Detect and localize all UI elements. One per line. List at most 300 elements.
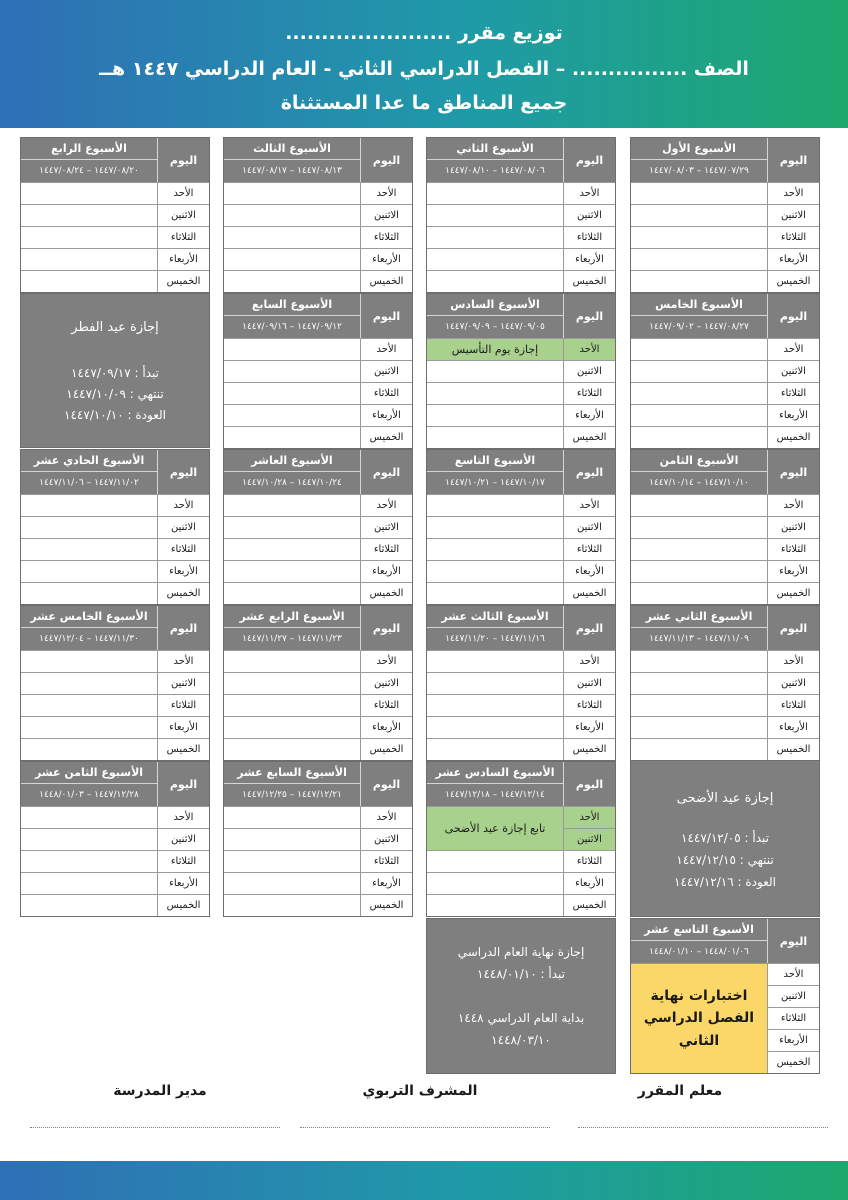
day-row	[21, 226, 209, 248]
lesson-cell[interactable]	[224, 271, 360, 292]
day-row	[427, 716, 615, 738]
lesson-cell[interactable]	[427, 583, 563, 604]
day-column-header: اليوم	[157, 450, 209, 494]
lesson-cell[interactable]	[21, 895, 157, 916]
week-title: الأسبوع الرابع	[21, 138, 157, 160]
day-label: الأربعاء	[563, 405, 615, 426]
lesson-cell[interactable]	[21, 539, 157, 560]
day-label: الاثنين	[767, 673, 819, 694]
day-column-header: اليوم	[767, 606, 819, 650]
day-label: الأحد	[563, 183, 615, 204]
lesson-cell[interactable]	[631, 539, 767, 560]
eid-fitr-start: تبدأ : ١٤٤٧/٠٩/١٧	[71, 366, 159, 380]
day-label: الثلاثاء	[360, 851, 412, 872]
week-header	[224, 606, 412, 650]
day-label: الأربعاء	[360, 561, 412, 582]
day-label: الخميس	[767, 583, 819, 604]
lesson-cell[interactable]	[631, 339, 767, 360]
day-label: الثلاثاء	[563, 227, 615, 248]
lesson-cell[interactable]	[224, 807, 360, 828]
day-row	[427, 560, 615, 582]
day-label: الثلاثاء	[360, 227, 412, 248]
day-row	[427, 582, 615, 604]
lesson-cell[interactable]	[224, 895, 360, 916]
lesson-cell[interactable]	[427, 183, 563, 204]
week-title: الأسبوع الثاني عشر	[631, 606, 767, 628]
day-row	[631, 716, 819, 738]
day-label: الأربعاء	[360, 873, 412, 894]
day-label: الاثنين	[360, 829, 412, 850]
week-block-w12	[630, 605, 820, 761]
day-label: الأربعاء	[767, 405, 819, 426]
day-row	[631, 672, 819, 694]
day-label: الخميس	[157, 895, 209, 916]
day-label: الاثنين	[360, 205, 412, 226]
day-label: الثلاثاء	[157, 227, 209, 248]
lesson-cell[interactable]	[631, 249, 767, 270]
day-row	[631, 538, 819, 560]
lesson-cell[interactable]	[631, 561, 767, 582]
lesson-cell[interactable]	[224, 851, 360, 872]
day-row	[224, 828, 412, 850]
day-label: الأحد	[360, 651, 412, 672]
week-title: الأسبوع التاسع	[427, 450, 563, 472]
lesson-cell[interactable]	[427, 895, 563, 916]
day-label: الأحد	[157, 183, 209, 204]
day-column-header: اليوم	[360, 138, 412, 182]
day-label: الاثنين	[563, 517, 615, 538]
day-label: الخميس	[157, 583, 209, 604]
week-title: الأسبوع الثاني	[427, 138, 563, 160]
lesson-cell[interactable]	[631, 673, 767, 694]
day-column-header: اليوم	[563, 606, 615, 650]
supervisor-signature-line[interactable]	[300, 1127, 550, 1128]
day-label: الأحد	[360, 495, 412, 516]
lesson-cell[interactable]	[21, 205, 157, 226]
lesson-cell[interactable]	[224, 495, 360, 516]
lesson-cell[interactable]	[427, 405, 563, 426]
day-label: الاثنين	[157, 829, 209, 850]
lesson-cell[interactable]	[224, 205, 360, 226]
week-title: الأسبوع السادس عشر	[427, 762, 563, 784]
week-dates: ١٤٤٧/٠٩/١٢ – ١٤٤٧/٠٩/١٦	[242, 322, 342, 332]
week-block-w4	[20, 137, 210, 293]
eid-adha-box	[630, 760, 820, 917]
lesson-cell[interactable]	[631, 583, 767, 604]
week-header	[21, 450, 209, 494]
day-row	[631, 404, 819, 426]
day-label: الثلاثاء	[157, 539, 209, 560]
day-row	[631, 338, 819, 360]
eid-adha-end: تنتهي : ١٤٤٧/١٢/١٥	[676, 853, 774, 867]
final-exams-note: اختبارات نهاية الفصل الدراسي الثاني	[631, 964, 767, 1073]
day-label: الاثنين	[767, 205, 819, 226]
lesson-cell[interactable]	[21, 183, 157, 204]
week-block-w15	[20, 605, 210, 761]
lesson-cell[interactable]	[631, 495, 767, 516]
lesson-cell[interactable]	[427, 539, 563, 560]
lesson-cell[interactable]	[224, 673, 360, 694]
week-block-w11	[20, 449, 210, 605]
day-row	[224, 226, 412, 248]
week-block-w14	[223, 605, 413, 761]
day-row	[224, 538, 412, 560]
principal-signature-line[interactable]	[30, 1127, 280, 1128]
week-title: الأسبوع الثامن عشر	[21, 762, 157, 784]
lesson-cell[interactable]	[224, 339, 360, 360]
day-row	[21, 806, 209, 828]
day-row	[224, 582, 412, 604]
lesson-cell[interactable]	[21, 695, 157, 716]
day-label: الأحد	[563, 495, 615, 516]
lesson-cell[interactable]	[427, 383, 563, 404]
lesson-cell[interactable]	[427, 427, 563, 448]
eid-fitr-return: العودة : ١٤٤٧/١٠/١٠	[64, 408, 166, 422]
day-label: الخميس	[767, 271, 819, 292]
lesson-cell[interactable]	[631, 717, 767, 738]
day-label: الأحد	[563, 651, 615, 672]
week-title: الأسبوع الرابع عشر	[224, 606, 360, 628]
week-dates: ١٤٤٧/١٠/١٧ – ١٤٤٧/١٠/٢١	[445, 478, 545, 488]
day-row	[224, 672, 412, 694]
lesson-cell[interactable]	[427, 361, 563, 382]
week-block-w3	[223, 137, 413, 293]
week-title: الأسبوع السادس	[427, 294, 563, 316]
day-row	[224, 516, 412, 538]
week-header	[427, 762, 615, 806]
lesson-cell[interactable]	[21, 739, 157, 760]
lesson-cell[interactable]	[631, 739, 767, 760]
day-label: الأربعاء	[563, 717, 615, 738]
lesson-cell[interactable]	[631, 651, 767, 672]
day-row	[427, 226, 615, 248]
day-row	[21, 516, 209, 538]
week-header	[631, 138, 819, 182]
day-label: الأحد	[360, 807, 412, 828]
week-dates: ١٤٤٧/٠٨/١٣ – ١٤٤٧/٠٨/١٧	[242, 166, 342, 176]
day-label: الخميس	[563, 427, 615, 448]
day-row	[21, 204, 209, 226]
lesson-cell[interactable]	[21, 561, 157, 582]
lesson-cell[interactable]	[21, 717, 157, 738]
day-label: الاثنين	[157, 517, 209, 538]
day-column-header: اليوم	[157, 138, 209, 182]
day-label: الخميس	[767, 739, 819, 760]
header-subtitle: الصف ................ – الفصل الدراسي الثاني - العام الدراسي ١٤٤٧ هــ	[99, 58, 749, 80]
day-label: الخميس	[767, 1052, 819, 1073]
day-label: الثلاثاء	[563, 383, 615, 404]
day-row	[427, 694, 615, 716]
lesson-cell[interactable]	[427, 561, 563, 582]
day-label: الأحد	[360, 183, 412, 204]
lesson-cell[interactable]	[427, 873, 563, 894]
day-row	[224, 806, 412, 828]
lesson-cell[interactable]	[21, 517, 157, 538]
day-row	[224, 360, 412, 382]
week-header	[427, 606, 615, 650]
day-row	[427, 738, 615, 760]
teacher-signature-line[interactable]	[578, 1127, 828, 1128]
day-label: الأحد	[563, 339, 615, 360]
day-row	[427, 182, 615, 204]
lesson-cell[interactable]	[21, 495, 157, 516]
week-dates: ١٤٤٧/٠٨/٢٠ – ١٤٤٧/٠٨/٢٤	[39, 166, 139, 176]
day-column-header: اليوم	[360, 606, 412, 650]
lesson-cell[interactable]	[224, 583, 360, 604]
lesson-cell[interactable]	[427, 227, 563, 248]
lesson-cell[interactable]	[631, 405, 767, 426]
lesson-cell[interactable]	[631, 205, 767, 226]
day-row	[224, 382, 412, 404]
lesson-cell[interactable]	[21, 873, 157, 894]
day-label: الأربعاء	[360, 717, 412, 738]
day-label: الأحد	[767, 183, 819, 204]
day-row	[631, 382, 819, 404]
lesson-cell[interactable]	[21, 829, 157, 850]
week-dates: ١٤٤٧/٠٨/٠٦ – ١٤٤٧/٠٨/١٠	[445, 166, 545, 176]
week-header	[224, 138, 412, 182]
day-row	[21, 494, 209, 516]
lesson-cell[interactable]	[427, 205, 563, 226]
day-row	[224, 270, 412, 292]
day-label: الأحد	[767, 339, 819, 360]
day-label: الاثنين	[767, 361, 819, 382]
day-column-header: اليوم	[157, 762, 209, 806]
week-dates: ١٤٤٧/١٢/٢١ – ١٤٤٧/١٢/٢٥	[242, 790, 342, 800]
lesson-cell[interactable]	[631, 427, 767, 448]
day-row	[21, 672, 209, 694]
week-header	[631, 294, 819, 338]
lesson-cell[interactable]	[427, 249, 563, 270]
day-label: الأحد	[767, 495, 819, 516]
lesson-cell[interactable]	[224, 361, 360, 382]
lesson-cell[interactable]	[427, 717, 563, 738]
lesson-cell[interactable]	[427, 651, 563, 672]
lesson-cell[interactable]	[224, 829, 360, 850]
day-column-header: اليوم	[360, 294, 412, 338]
lesson-cell[interactable]	[224, 739, 360, 760]
day-label: الخميس	[360, 427, 412, 448]
day-row	[631, 582, 819, 604]
week-title: الأسبوع الخامس عشر	[21, 606, 157, 628]
day-label: الخميس	[360, 739, 412, 760]
week-dates: ١٤٤٨/٠١/٠٦ – ١٤٤٨/٠١/١٠	[649, 947, 749, 957]
day-row	[224, 248, 412, 270]
lesson-cell[interactable]	[631, 271, 767, 292]
day-label: الأربعاء	[360, 249, 412, 270]
lesson-cell[interactable]	[21, 673, 157, 694]
day-row	[21, 582, 209, 604]
day-row	[631, 360, 819, 382]
week-dates: ١٤٤٧/١١/٣٠ – ١٤٤٧/١٢/٠٤	[39, 634, 139, 644]
page-footer	[0, 1161, 848, 1200]
lesson-cell[interactable]	[427, 495, 563, 516]
day-label: الثلاثاء	[767, 695, 819, 716]
lesson-cell[interactable]	[224, 427, 360, 448]
week-header	[224, 294, 412, 338]
week-block-w16	[426, 761, 616, 917]
eid-fitr-title: إجازة عيد الفطر	[71, 320, 159, 335]
lesson-cell[interactable]	[21, 583, 157, 604]
week-block-w5	[630, 293, 820, 449]
day-label: الثلاثاء	[563, 851, 615, 872]
lesson-cell[interactable]	[21, 271, 157, 292]
day-label: الأربعاء	[563, 873, 615, 894]
lesson-cell[interactable]	[427, 851, 563, 872]
lesson-cell[interactable]	[427, 517, 563, 538]
day-row	[631, 248, 819, 270]
lesson-cell[interactable]	[224, 561, 360, 582]
page-header	[0, 0, 848, 128]
week-block-w2	[426, 137, 616, 293]
day-row	[631, 270, 819, 292]
day-column-header: اليوم	[767, 450, 819, 494]
day-row	[224, 494, 412, 516]
day-label: الأحد	[563, 807, 615, 828]
day-column-header: اليوم	[563, 138, 615, 182]
year-end-start: تبدأ : ١٤٤٨/٠١/١٠	[477, 967, 565, 981]
lesson-cell[interactable]	[224, 249, 360, 270]
day-row	[21, 872, 209, 894]
day-row	[21, 894, 209, 916]
day-row	[631, 204, 819, 226]
week-header	[224, 762, 412, 806]
week-block-w6	[426, 293, 616, 449]
day-label: الاثنين	[360, 517, 412, 538]
week-block-w7	[223, 293, 413, 449]
day-column-header: اليوم	[563, 450, 615, 494]
lesson-cell[interactable]	[21, 227, 157, 248]
week-header	[21, 138, 209, 182]
day-column-header: اليوم	[767, 294, 819, 338]
lesson-cell[interactable]	[224, 695, 360, 716]
lesson-cell[interactable]	[224, 383, 360, 404]
day-label: الاثنين	[563, 673, 615, 694]
day-row	[427, 894, 615, 916]
day-row	[224, 650, 412, 672]
day-row	[21, 182, 209, 204]
week-header	[427, 138, 615, 182]
lesson-cell[interactable]	[427, 673, 563, 694]
day-label: الأربعاء	[157, 249, 209, 270]
week-dates: ١٤٤٧/١١/١٦ – ١٤٤٧/١١/٢٠	[445, 634, 545, 644]
lesson-cell[interactable]	[427, 695, 563, 716]
eid-adha-return: العودة : ١٤٤٧/١٢/١٦	[674, 875, 776, 889]
week-header	[427, 294, 615, 338]
day-label: الاثنين	[360, 673, 412, 694]
lesson-cell[interactable]	[224, 873, 360, 894]
lesson-cell[interactable]	[21, 807, 157, 828]
lesson-cell[interactable]	[631, 227, 767, 248]
lesson-cell[interactable]	[631, 383, 767, 404]
day-row	[427, 270, 615, 292]
day-row	[21, 248, 209, 270]
day-row	[21, 560, 209, 582]
day-row	[427, 538, 615, 560]
lesson-cell[interactable]	[21, 851, 157, 872]
day-row	[631, 738, 819, 760]
lesson-cell[interactable]	[224, 539, 360, 560]
day-label: الاثنين	[767, 517, 819, 538]
day-label: الاثنين	[563, 829, 615, 850]
day-row	[224, 738, 412, 760]
lesson-cell[interactable]	[631, 695, 767, 716]
day-row	[21, 270, 209, 292]
eid-fitr-end: تنتهي : ١٤٤٧/١٠/٠٩	[66, 387, 164, 401]
lesson-cell[interactable]	[427, 271, 563, 292]
week-title: الأسبوع الثامن	[631, 450, 767, 472]
day-label: الاثنين	[563, 361, 615, 382]
day-row	[224, 404, 412, 426]
lesson-cell[interactable]	[224, 651, 360, 672]
lesson-cell[interactable]	[21, 651, 157, 672]
day-label: الخميس	[157, 271, 209, 292]
day-label: الخميس	[360, 895, 412, 916]
day-label: الأربعاء	[563, 249, 615, 270]
day-label: الأربعاء	[157, 873, 209, 894]
day-row	[427, 426, 615, 448]
week-title: الأسبوع السابع	[224, 294, 360, 316]
day-row	[427, 850, 615, 872]
day-row	[224, 894, 412, 916]
lesson-cell[interactable]	[631, 517, 767, 538]
eid-adha-followup-note: تابع إجازة عيد الأضحى	[427, 807, 563, 850]
lesson-cell[interactable]	[224, 517, 360, 538]
day-column-header: اليوم	[767, 138, 819, 182]
day-row	[427, 672, 615, 694]
week-header	[631, 919, 819, 963]
day-row	[427, 494, 615, 516]
day-column-header: اليوم	[563, 762, 615, 806]
week-dates: ١٤٤٧/٠٨/٢٧ – ١٤٤٧/٠٩/٠٢	[649, 322, 749, 332]
day-row	[21, 850, 209, 872]
lesson-cell[interactable]	[21, 249, 157, 270]
lesson-cell[interactable]	[224, 405, 360, 426]
next-year-label: بداية العام الدراسي ١٤٤٨	[457, 1011, 585, 1025]
day-row	[631, 426, 819, 448]
day-row	[427, 382, 615, 404]
week-dates: ١٤٤٧/١٢/١٤ – ١٤٤٧/١٢/١٨	[445, 790, 545, 800]
header-title: توزيع مقرر .......................	[285, 22, 563, 44]
week-block-w18	[20, 761, 210, 917]
lesson-cell[interactable]	[631, 183, 767, 204]
day-row	[427, 872, 615, 894]
lesson-cell[interactable]	[224, 183, 360, 204]
week-dates: ١٤٤٧/٠٩/٠٥ – ١٤٤٧/٠٩/٠٩	[445, 322, 545, 332]
day-label: الخميس	[767, 427, 819, 448]
day-label: الاثنين	[157, 205, 209, 226]
day-label: الأربعاء	[563, 561, 615, 582]
lesson-cell[interactable]	[427, 739, 563, 760]
day-row	[427, 404, 615, 426]
week-dates: ١٤٤٧/٠٧/٢٩ – ١٤٤٧/٠٨/٠٣	[649, 166, 749, 176]
eid-adha-title: إجازة عيد الأضحى	[676, 791, 774, 806]
lesson-cell[interactable]	[224, 717, 360, 738]
week-block-w17	[223, 761, 413, 917]
day-label: الأحد	[157, 807, 209, 828]
lesson-cell[interactable]	[224, 227, 360, 248]
day-label: الثلاثاء	[360, 695, 412, 716]
day-row	[21, 738, 209, 760]
day-row	[427, 248, 615, 270]
day-label: الخميس	[360, 271, 412, 292]
day-row	[631, 182, 819, 204]
week-title: الأسبوع السابع عشر	[224, 762, 360, 784]
day-row	[224, 426, 412, 448]
week-dates: ١٤٤٧/١١/٢٣ – ١٤٤٧/١١/٢٧	[242, 634, 342, 644]
lesson-cell[interactable]	[631, 361, 767, 382]
week-block-w8	[630, 449, 820, 605]
